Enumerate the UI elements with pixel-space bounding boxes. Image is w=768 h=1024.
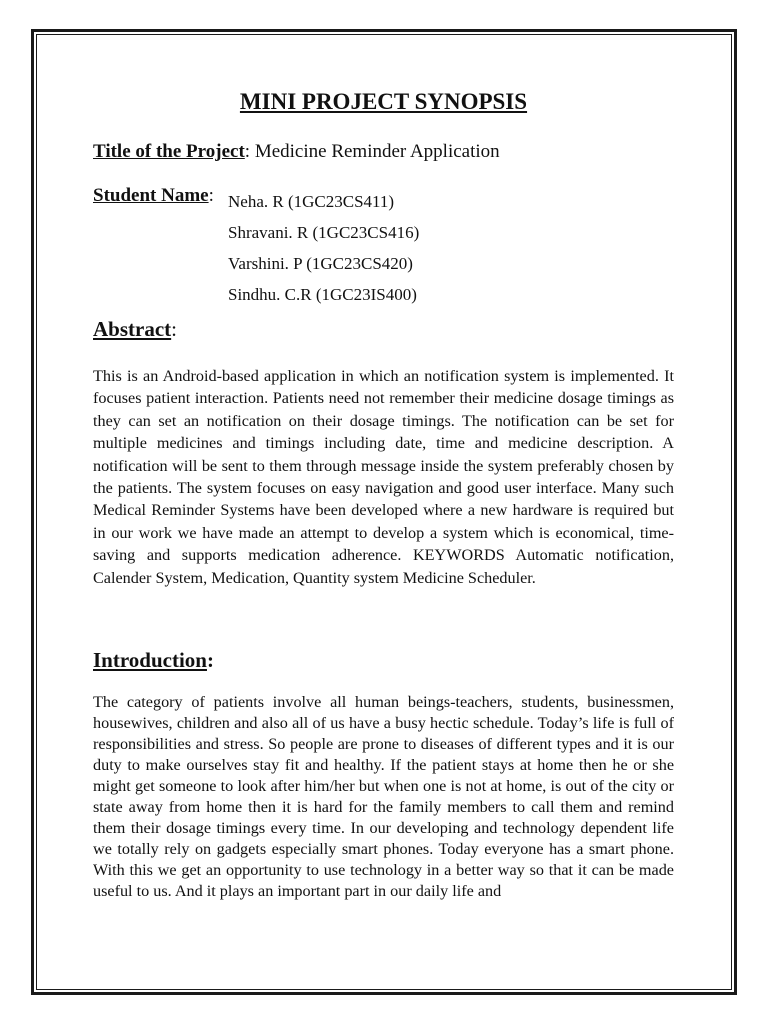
student-name-separator: : — [208, 185, 214, 206]
student-item: Varshini. P (1GC23CS420) — [228, 254, 413, 273]
student-name-line — [93, 184, 214, 208]
student-item: Sindhu. C.R (1GC23IS400) — [228, 285, 417, 304]
introduction-paragraph: The category of patients involve all human beings-teachers, students, businessmen, housewives, children and also all of us have a busy hectic schedule. Today’s life is full of responsibilities and stress. So people are prone to diseases of different types and it is our duty to make ourselves stay fit and healthy. If the patient stays at home then he or she might get someone to look after him/her but when one is not at home, is out of the city or state away from home then it is hard for the family members to call them and remind them their dosage timings every time. In our developing and technology dependent life we totally rely on gadgets especially smart phones. Today everyone has a smart phone. With this we get an opportunity to use technology in a better way so that it can be made useful to us. And it plays an important part in our daily life and — [93, 693, 674, 900]
abstract-heading-text: Abstract — [93, 317, 172, 341]
document-title: MINI PROJECT SYNOPSIS — [239, 89, 528, 114]
introduction-heading-colon: : — [206, 648, 214, 672]
introduction-heading-text: Introduction — [93, 648, 207, 672]
abstract-paragraph: This is an Android-based application in which an notification system is implemented. It focuses patient interaction. Patients need not remember their medicine dosage timings as they can set an notification on their dosage timings. The notification can be set for multiple medicines and timings including date, time and medicine description. A notification will be sent to them through message inside the system preferably chosen by the patients. The system focuses on easy navigation and good user interface. Many such Medical Reminder Systems have been developed where a new hardware is required but in our work we have made an attempt to develop a system which is economical, time-saving and supports medication adherence. KEYWORDS Automatic notification, Calender System, Medication, Quantity system Medicine Scheduler. — [93, 367, 674, 587]
project-title-label: Title of the Project — [93, 141, 245, 162]
student-item: Neha. R (1GC23CS411) — [228, 192, 395, 211]
student-name-label: Student Name — [93, 185, 209, 206]
student-list — [228, 186, 419, 310]
abstract-heading-colon: : — [171, 317, 177, 341]
project-title-line — [93, 140, 500, 164]
project-title-separator: : — [244, 141, 251, 162]
introduction-heading — [93, 646, 214, 674]
student-item: Shravani. R (1GC23CS416) — [228, 223, 420, 242]
project-title-value: Medicine Reminder Application — [254, 141, 500, 162]
abstract-heading — [93, 315, 177, 343]
